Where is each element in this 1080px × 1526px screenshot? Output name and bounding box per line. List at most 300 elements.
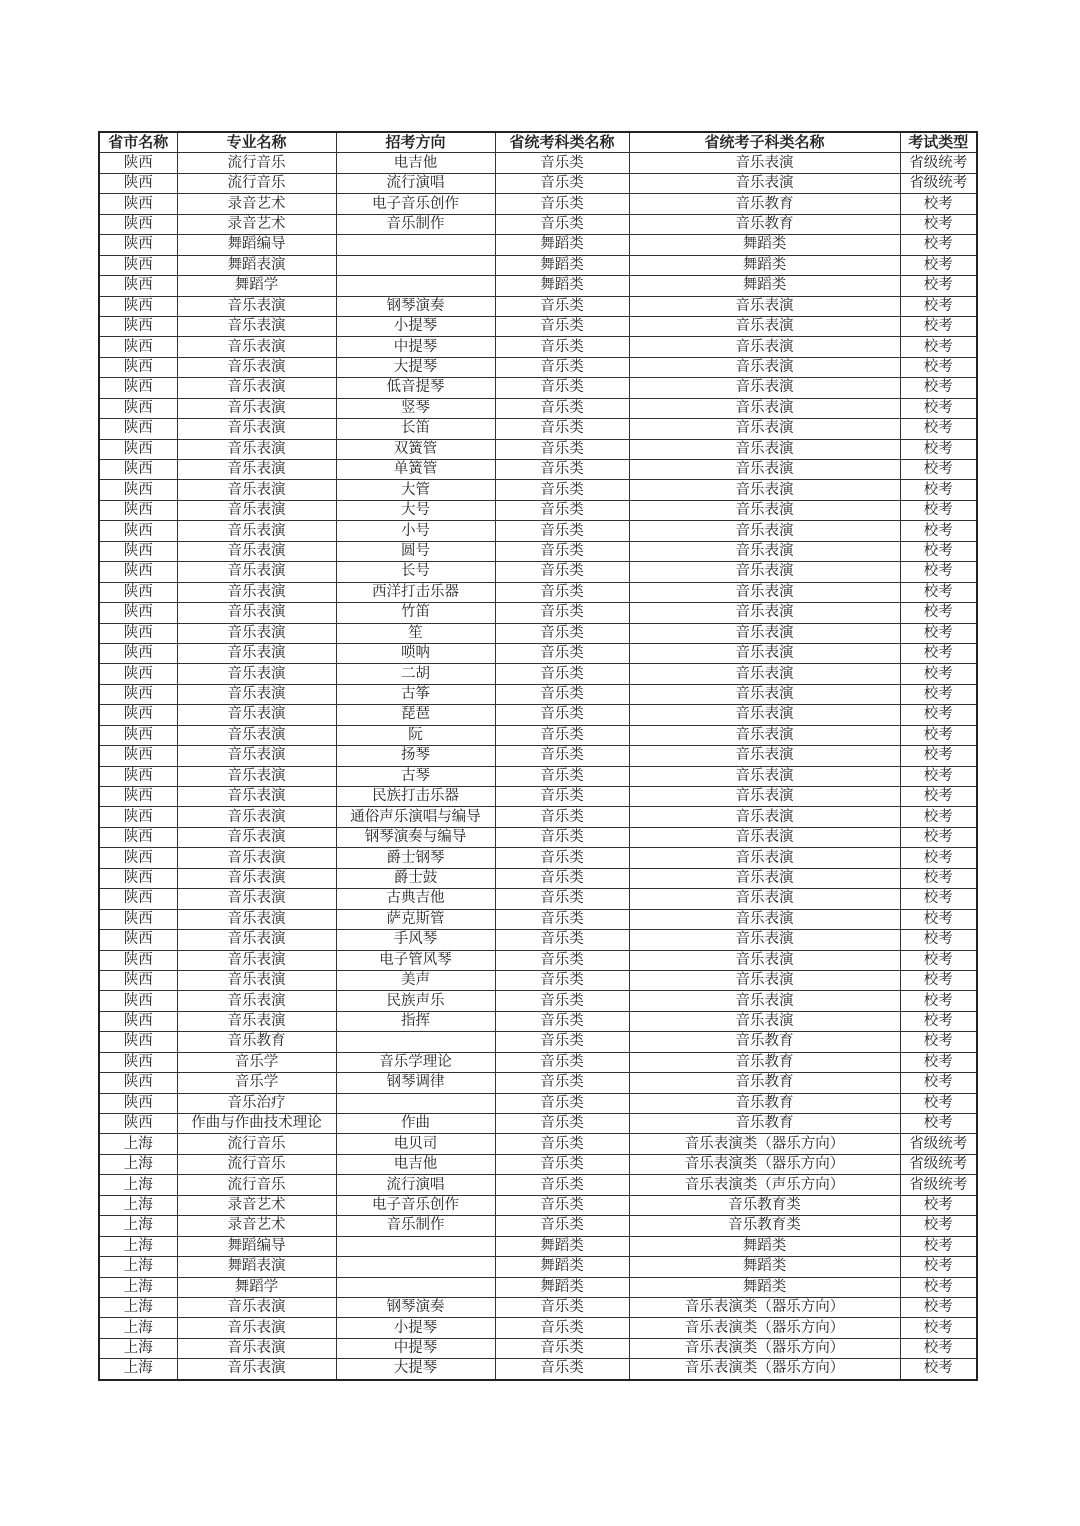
category-cell: 音乐类 xyxy=(495,1134,629,1154)
category-cell: 音乐类 xyxy=(495,582,629,602)
exam-type-cell: 校考 xyxy=(900,419,977,439)
direction-cell xyxy=(336,235,495,255)
table-row xyxy=(99,255,977,275)
table-row xyxy=(99,970,977,990)
category-cell: 音乐类 xyxy=(495,909,629,929)
exam-type-cell: 校考 xyxy=(900,868,977,888)
exam-type-cell: 校考 xyxy=(900,562,977,582)
category-cell: 音乐类 xyxy=(495,439,629,459)
exam-type-cell: 校考 xyxy=(900,337,977,357)
table-row xyxy=(99,419,977,439)
category-cell: 音乐类 xyxy=(495,705,629,725)
major-cell: 音乐表演 xyxy=(177,889,336,909)
header-category: 省统考科类名称 xyxy=(495,132,629,153)
province-cell: 陕西 xyxy=(99,970,177,990)
direction-cell: 电吉他 xyxy=(336,1154,495,1174)
subcategory-cell: 音乐表演 xyxy=(629,582,900,602)
category-cell: 音乐类 xyxy=(495,398,629,418)
direction-cell: 电子管风琴 xyxy=(336,950,495,970)
direction-cell: 小号 xyxy=(336,521,495,541)
major-cell: 音乐表演 xyxy=(177,419,336,439)
subcategory-cell: 舞蹈类 xyxy=(629,276,900,296)
category-cell: 音乐类 xyxy=(495,153,629,173)
table-row xyxy=(99,398,977,418)
exam-type-cell: 校考 xyxy=(900,255,977,275)
table-row xyxy=(99,562,977,582)
province-cell: 上海 xyxy=(99,1134,177,1154)
province-cell: 陕西 xyxy=(99,950,177,970)
direction-cell: 古琴 xyxy=(336,766,495,786)
category-cell: 舞蹈类 xyxy=(495,1277,629,1297)
direction-cell: 手风琴 xyxy=(336,930,495,950)
exam-type-cell: 校考 xyxy=(900,541,977,561)
direction-cell: 萨克斯管 xyxy=(336,909,495,929)
table-row xyxy=(99,1297,977,1317)
category-cell: 音乐类 xyxy=(495,357,629,377)
direction-cell: 西洋打击乐器 xyxy=(336,582,495,602)
subcategory-cell: 音乐表演类（器乐方向） xyxy=(629,1154,900,1174)
subcategory-cell: 音乐表演 xyxy=(629,460,900,480)
direction-cell: 唢呐 xyxy=(336,643,495,663)
major-cell: 音乐表演 xyxy=(177,725,336,745)
province-cell: 陕西 xyxy=(99,868,177,888)
exam-type-cell: 校考 xyxy=(900,603,977,623)
exam-type-cell: 校考 xyxy=(900,643,977,663)
province-cell: 陕西 xyxy=(99,930,177,950)
subcategory-cell: 舞蹈类 xyxy=(629,255,900,275)
table-row xyxy=(99,316,977,336)
exam-type-cell: 校考 xyxy=(900,1318,977,1338)
exam-type-cell: 校考 xyxy=(900,889,977,909)
province-cell: 陕西 xyxy=(99,1073,177,1093)
major-cell: 舞蹈学 xyxy=(177,276,336,296)
category-cell: 舞蹈类 xyxy=(495,235,629,255)
category-cell: 音乐类 xyxy=(495,746,629,766)
exam-type-cell: 校考 xyxy=(900,1359,977,1380)
table-row xyxy=(99,500,977,520)
table-row xyxy=(99,1318,977,1338)
direction-cell xyxy=(336,276,495,296)
category-cell: 音乐类 xyxy=(495,787,629,807)
table-row xyxy=(99,1236,977,1256)
direction-cell: 扬琴 xyxy=(336,746,495,766)
direction-cell: 电子音乐创作 xyxy=(336,1195,495,1215)
category-cell: 音乐类 xyxy=(495,1195,629,1215)
exam-type-cell: 校考 xyxy=(900,1032,977,1052)
province-cell: 陕西 xyxy=(99,562,177,582)
province-cell: 陕西 xyxy=(99,296,177,316)
exam-type-cell: 校考 xyxy=(900,480,977,500)
subcategory-cell: 音乐表演 xyxy=(629,970,900,990)
direction-cell xyxy=(336,1236,495,1256)
exam-type-cell: 校考 xyxy=(900,1257,977,1277)
major-cell: 舞蹈表演 xyxy=(177,1257,336,1277)
province-cell: 上海 xyxy=(99,1154,177,1174)
major-cell: 舞蹈编导 xyxy=(177,235,336,255)
major-cell: 音乐表演 xyxy=(177,807,336,827)
exam-type-cell: 校考 xyxy=(900,398,977,418)
exam-type-cell: 校考 xyxy=(900,1216,977,1236)
province-cell: 陕西 xyxy=(99,848,177,868)
subcategory-cell: 舞蹈类 xyxy=(629,1236,900,1256)
direction-cell xyxy=(336,255,495,275)
category-cell: 音乐类 xyxy=(495,1073,629,1093)
category-cell: 音乐类 xyxy=(495,1318,629,1338)
major-cell: 音乐表演 xyxy=(177,1359,336,1380)
major-cell: 音乐表演 xyxy=(177,827,336,847)
exam-type-cell: 省级统考 xyxy=(900,153,977,173)
province-cell: 陕西 xyxy=(99,1093,177,1113)
province-cell: 陕西 xyxy=(99,521,177,541)
major-cell: 音乐表演 xyxy=(177,1338,336,1358)
province-cell: 陕西 xyxy=(99,725,177,745)
subcategory-cell: 音乐教育 xyxy=(629,1032,900,1052)
table-row xyxy=(99,909,977,929)
table-row xyxy=(99,1154,977,1174)
province-cell: 陕西 xyxy=(99,480,177,500)
major-cell: 流行音乐 xyxy=(177,173,336,193)
exam-type-cell: 校考 xyxy=(900,235,977,255)
major-cell: 音乐表演 xyxy=(177,378,336,398)
table-row xyxy=(99,276,977,296)
subcategory-cell: 音乐表演 xyxy=(629,889,900,909)
table-row xyxy=(99,214,977,234)
table-row xyxy=(99,848,977,868)
direction-cell: 大提琴 xyxy=(336,1359,495,1380)
category-cell: 舞蹈类 xyxy=(495,255,629,275)
major-cell: 音乐表演 xyxy=(177,623,336,643)
category-cell: 音乐类 xyxy=(495,1011,629,1031)
direction-cell: 大管 xyxy=(336,480,495,500)
subcategory-cell: 音乐表演类（器乐方向） xyxy=(629,1318,900,1338)
table-header-row xyxy=(99,132,977,153)
table-row xyxy=(99,1011,977,1031)
major-cell: 音乐表演 xyxy=(177,664,336,684)
exam-type-cell: 校考 xyxy=(900,705,977,725)
table-row xyxy=(99,1114,977,1134)
province-cell: 陕西 xyxy=(99,889,177,909)
subcategory-cell: 音乐教育 xyxy=(629,194,900,214)
exam-type-cell: 校考 xyxy=(900,787,977,807)
category-cell: 音乐类 xyxy=(495,827,629,847)
subcategory-cell: 音乐教育类 xyxy=(629,1216,900,1236)
exam-type-cell: 校考 xyxy=(900,357,977,377)
admissions-table-sheet xyxy=(98,131,976,1381)
direction-cell xyxy=(336,1032,495,1052)
direction-cell: 爵士鼓 xyxy=(336,868,495,888)
exam-type-cell: 校考 xyxy=(900,623,977,643)
major-cell: 流行音乐 xyxy=(177,1134,336,1154)
exam-type-cell: 校考 xyxy=(900,276,977,296)
exam-type-cell: 校考 xyxy=(900,807,977,827)
direction-cell: 长笛 xyxy=(336,419,495,439)
category-cell: 音乐类 xyxy=(495,1359,629,1380)
category-cell: 舞蹈类 xyxy=(495,1236,629,1256)
table-row xyxy=(99,1195,977,1215)
direction-cell: 小提琴 xyxy=(336,1318,495,1338)
table-row xyxy=(99,153,977,173)
exam-type-cell: 校考 xyxy=(900,848,977,868)
header-subcategory: 省统考子科类名称 xyxy=(629,132,900,153)
table-row xyxy=(99,664,977,684)
exam-type-cell: 校考 xyxy=(900,1236,977,1256)
table-row xyxy=(99,296,977,316)
table-row xyxy=(99,1073,977,1093)
province-cell: 上海 xyxy=(99,1359,177,1380)
major-cell: 音乐表演 xyxy=(177,541,336,561)
subcategory-cell: 音乐教育 xyxy=(629,1073,900,1093)
subcategory-cell: 音乐表演 xyxy=(629,868,900,888)
province-cell: 上海 xyxy=(99,1297,177,1317)
province-cell: 陕西 xyxy=(99,194,177,214)
category-cell: 音乐类 xyxy=(495,460,629,480)
direction-cell: 长号 xyxy=(336,562,495,582)
exam-type-cell: 校考 xyxy=(900,194,977,214)
subcategory-cell: 音乐教育 xyxy=(629,214,900,234)
subcategory-cell: 音乐表演 xyxy=(629,807,900,827)
direction-cell: 电吉他 xyxy=(336,153,495,173)
subcategory-cell: 音乐表演 xyxy=(629,337,900,357)
direction-cell: 钢琴调律 xyxy=(336,1073,495,1093)
category-cell: 音乐类 xyxy=(495,214,629,234)
exam-type-cell: 校考 xyxy=(900,930,977,950)
exam-type-cell: 校考 xyxy=(900,1011,977,1031)
province-cell: 上海 xyxy=(99,1257,177,1277)
subcategory-cell: 音乐表演类（器乐方向） xyxy=(629,1134,900,1154)
table-row xyxy=(99,1032,977,1052)
major-cell: 音乐表演 xyxy=(177,787,336,807)
province-cell: 陕西 xyxy=(99,357,177,377)
table-row xyxy=(99,827,977,847)
major-cell: 音乐表演 xyxy=(177,643,336,663)
category-cell: 音乐类 xyxy=(495,664,629,684)
table-row xyxy=(99,725,977,745)
major-cell: 音乐表演 xyxy=(177,562,336,582)
exam-type-cell: 校考 xyxy=(900,1277,977,1297)
direction-cell: 双簧管 xyxy=(336,439,495,459)
exam-type-cell: 校考 xyxy=(900,970,977,990)
subcategory-cell: 音乐表演 xyxy=(629,909,900,929)
direction-cell: 钢琴演奏 xyxy=(336,1297,495,1317)
category-cell: 音乐类 xyxy=(495,1175,629,1195)
major-cell: 音乐表演 xyxy=(177,766,336,786)
subcategory-cell: 音乐表演 xyxy=(629,1011,900,1031)
subcategory-cell: 音乐表演 xyxy=(629,746,900,766)
major-cell: 音乐表演 xyxy=(177,970,336,990)
category-cell: 音乐类 xyxy=(495,173,629,193)
direction-cell: 作曲 xyxy=(336,1114,495,1134)
subcategory-cell: 舞蹈类 xyxy=(629,235,900,255)
province-cell: 上海 xyxy=(99,1338,177,1358)
table-row xyxy=(99,378,977,398)
subcategory-cell: 音乐表演 xyxy=(629,378,900,398)
province-cell: 陕西 xyxy=(99,623,177,643)
subcategory-cell: 音乐表演 xyxy=(629,766,900,786)
table-row xyxy=(99,705,977,725)
direction-cell: 单簧管 xyxy=(336,460,495,480)
subcategory-cell: 音乐表演 xyxy=(629,623,900,643)
direction-cell: 笙 xyxy=(336,623,495,643)
direction-cell: 竹笛 xyxy=(336,603,495,623)
major-cell: 音乐表演 xyxy=(177,909,336,929)
category-cell: 音乐类 xyxy=(495,1093,629,1113)
direction-cell: 琵琶 xyxy=(336,705,495,725)
province-cell: 陕西 xyxy=(99,684,177,704)
major-cell: 音乐表演 xyxy=(177,868,336,888)
table-row xyxy=(99,868,977,888)
table-row xyxy=(99,541,977,561)
direction-cell: 中提琴 xyxy=(336,337,495,357)
major-cell: 音乐表演 xyxy=(177,337,336,357)
province-cell: 陕西 xyxy=(99,787,177,807)
table-row xyxy=(99,337,977,357)
province-cell: 陕西 xyxy=(99,235,177,255)
exam-type-cell: 校考 xyxy=(900,460,977,480)
exam-type-cell: 校考 xyxy=(900,1338,977,1358)
province-cell: 陕西 xyxy=(99,173,177,193)
subcategory-cell: 音乐表演 xyxy=(629,705,900,725)
category-cell: 音乐类 xyxy=(495,378,629,398)
category-cell: 音乐类 xyxy=(495,1114,629,1134)
direction-cell xyxy=(336,1257,495,1277)
direction-cell: 圆号 xyxy=(336,541,495,561)
exam-type-cell: 省级统考 xyxy=(900,1154,977,1174)
table-row xyxy=(99,235,977,255)
subcategory-cell: 音乐表演 xyxy=(629,848,900,868)
exam-type-cell: 校考 xyxy=(900,1114,977,1134)
subcategory-cell: 音乐表演 xyxy=(629,562,900,582)
category-cell: 音乐类 xyxy=(495,562,629,582)
direction-cell: 中提琴 xyxy=(336,1338,495,1358)
direction-cell: 电子音乐创作 xyxy=(336,194,495,214)
major-cell: 音乐表演 xyxy=(177,746,336,766)
province-cell: 陕西 xyxy=(99,807,177,827)
category-cell: 音乐类 xyxy=(495,1154,629,1174)
exam-type-cell: 校考 xyxy=(900,500,977,520)
subcategory-cell: 音乐表演 xyxy=(629,521,900,541)
table-body xyxy=(99,153,977,1380)
table-row xyxy=(99,357,977,377)
province-cell: 陕西 xyxy=(99,643,177,663)
major-cell: 音乐表演 xyxy=(177,480,336,500)
province-cell: 上海 xyxy=(99,1277,177,1297)
subcategory-cell: 音乐表演 xyxy=(629,296,900,316)
province-cell: 陕西 xyxy=(99,827,177,847)
subcategory-cell: 音乐表演类（器乐方向） xyxy=(629,1297,900,1317)
province-cell: 陕西 xyxy=(99,1052,177,1072)
table-row xyxy=(99,889,977,909)
subcategory-cell: 音乐表演 xyxy=(629,153,900,173)
province-cell: 陕西 xyxy=(99,419,177,439)
exam-type-cell: 省级统考 xyxy=(900,1134,977,1154)
exam-type-cell: 校考 xyxy=(900,827,977,847)
category-cell: 音乐类 xyxy=(495,868,629,888)
major-cell: 音乐表演 xyxy=(177,1318,336,1338)
subcategory-cell: 音乐表演 xyxy=(629,419,900,439)
exam-type-cell: 校考 xyxy=(900,684,977,704)
direction-cell: 音乐学理论 xyxy=(336,1052,495,1072)
major-cell: 音乐表演 xyxy=(177,684,336,704)
table-row xyxy=(99,766,977,786)
exam-type-cell: 校考 xyxy=(900,1093,977,1113)
major-cell: 音乐表演 xyxy=(177,582,336,602)
subcategory-cell: 音乐表演 xyxy=(629,480,900,500)
major-cell: 音乐表演 xyxy=(177,357,336,377)
major-cell: 音乐表演 xyxy=(177,296,336,316)
subcategory-cell: 音乐表演 xyxy=(629,643,900,663)
direction-cell: 电贝司 xyxy=(336,1134,495,1154)
exam-type-cell: 校考 xyxy=(900,296,977,316)
province-cell: 陕西 xyxy=(99,255,177,275)
major-cell: 录音艺术 xyxy=(177,1195,336,1215)
table-row xyxy=(99,480,977,500)
subcategory-cell: 音乐表演 xyxy=(629,787,900,807)
province-cell: 陕西 xyxy=(99,603,177,623)
table-row xyxy=(99,1338,977,1358)
subcategory-cell: 音乐教育类 xyxy=(629,1195,900,1215)
province-cell: 陕西 xyxy=(99,1011,177,1031)
subcategory-cell: 音乐表演 xyxy=(629,684,900,704)
category-cell: 音乐类 xyxy=(495,970,629,990)
direction-cell: 大提琴 xyxy=(336,357,495,377)
category-cell: 音乐类 xyxy=(495,889,629,909)
table-row xyxy=(99,746,977,766)
subcategory-cell: 舞蹈类 xyxy=(629,1257,900,1277)
table-row xyxy=(99,1359,977,1380)
category-cell: 音乐类 xyxy=(495,541,629,561)
direction-cell: 小提琴 xyxy=(336,316,495,336)
major-cell: 音乐表演 xyxy=(177,1011,336,1031)
subcategory-cell: 音乐表演 xyxy=(629,173,900,193)
table-row xyxy=(99,1093,977,1113)
subcategory-cell: 音乐表演 xyxy=(629,316,900,336)
direction-cell: 指挥 xyxy=(336,1011,495,1031)
major-cell: 流行音乐 xyxy=(177,153,336,173)
table-row xyxy=(99,684,977,704)
header-direction: 招考方向 xyxy=(336,132,495,153)
province-cell: 上海 xyxy=(99,1195,177,1215)
province-cell: 陕西 xyxy=(99,705,177,725)
table-row xyxy=(99,582,977,602)
exam-type-cell: 校考 xyxy=(900,316,977,336)
major-cell: 音乐治疗 xyxy=(177,1093,336,1113)
direction-cell: 音乐制作 xyxy=(336,1216,495,1236)
table-row xyxy=(99,807,977,827)
direction-cell: 美声 xyxy=(336,970,495,990)
province-cell: 陕西 xyxy=(99,153,177,173)
subcategory-cell: 音乐表演 xyxy=(629,991,900,1011)
exam-type-cell: 校考 xyxy=(900,521,977,541)
subcategory-cell: 音乐教育 xyxy=(629,1114,900,1134)
subcategory-cell: 音乐表演 xyxy=(629,664,900,684)
major-cell: 录音艺术 xyxy=(177,1216,336,1236)
subcategory-cell: 音乐表演 xyxy=(629,439,900,459)
direction-cell: 音乐制作 xyxy=(336,214,495,234)
major-cell: 音乐表演 xyxy=(177,603,336,623)
subcategory-cell: 舞蹈类 xyxy=(629,1277,900,1297)
exam-type-cell: 校考 xyxy=(900,214,977,234)
major-cell: 音乐表演 xyxy=(177,500,336,520)
subcategory-cell: 音乐教育 xyxy=(629,1052,900,1072)
exam-type-cell: 校考 xyxy=(900,725,977,745)
category-cell: 音乐类 xyxy=(495,766,629,786)
table-row xyxy=(99,1216,977,1236)
table-row xyxy=(99,643,977,663)
direction-cell: 大号 xyxy=(336,500,495,520)
exam-type-cell: 校考 xyxy=(900,909,977,929)
category-cell: 音乐类 xyxy=(495,1032,629,1052)
province-cell: 陕西 xyxy=(99,337,177,357)
